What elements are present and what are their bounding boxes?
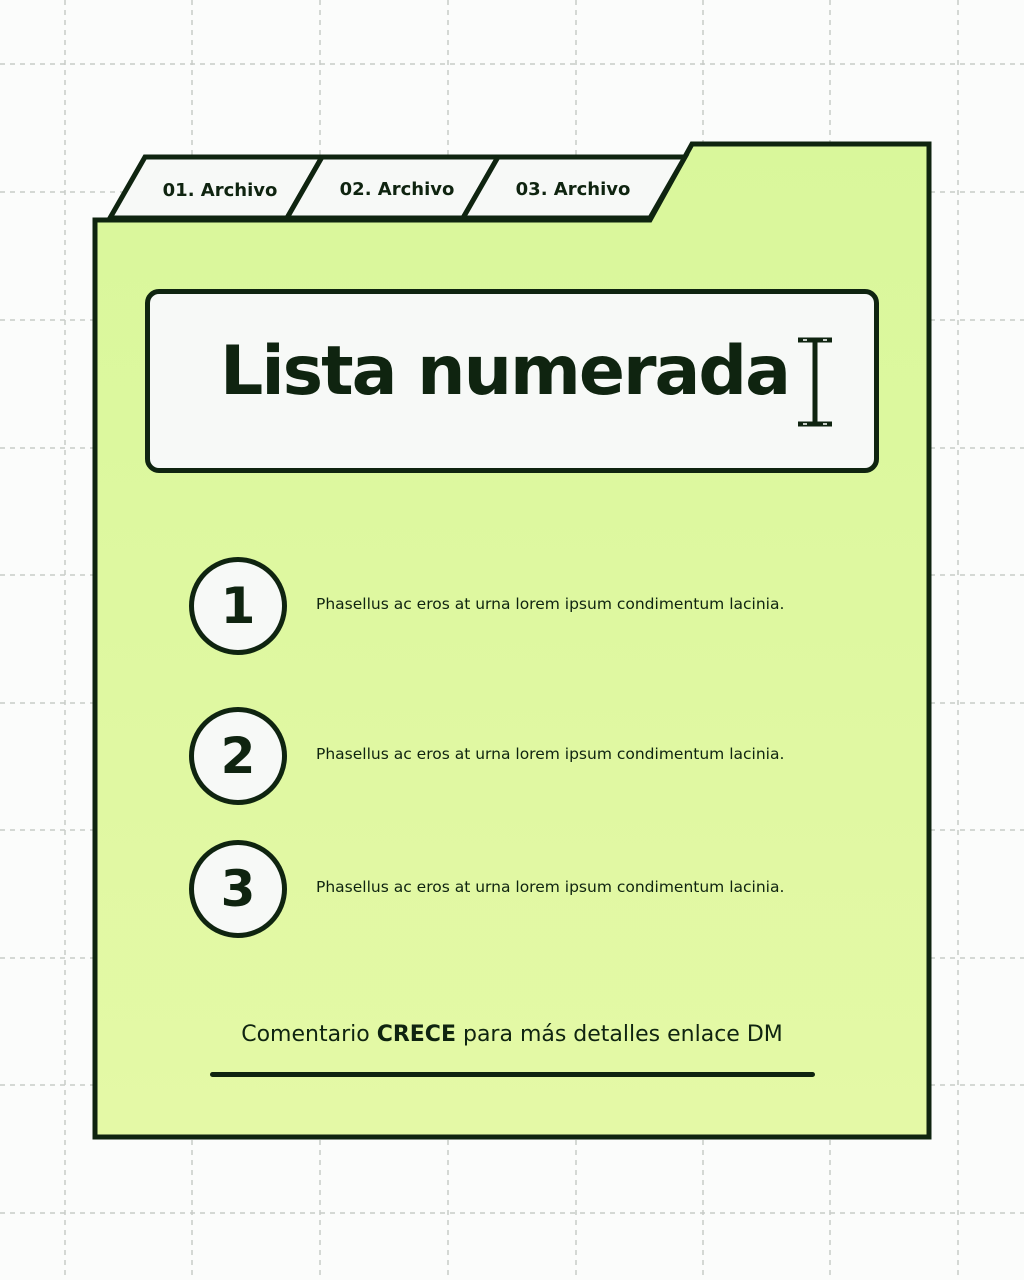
list-item-text-2: Phasellus ac eros at urna lorem ipsum condimentum lacinia. [316,745,785,763]
list-item-1 [189,557,889,655]
page-title: Lista numerada [220,332,789,411]
number-badge-1: 1 [189,557,287,655]
footer-highlight: CRECE [376,1022,456,1047]
tab-archivo-1[interactable]: 01. Archivo [162,180,278,201]
list-item-text-3: Phasellus ac eros at urna lorem ipsum condimentum lacinia. [316,878,785,896]
footer-text-after: para más detalles enlace DM [455,1022,783,1047]
tab-archivo-3[interactable]: 03. Archivo [515,179,631,200]
footer-text-before: Comentario [241,1022,377,1047]
text-cursor-icon [795,336,835,428]
list-item-text-1: Phasellus ac eros at urna lorem ipsum condimentum lacinia. [316,595,785,613]
footer-caption [241,1022,783,1047]
list-item-2 [189,707,889,805]
number-badge-2: 2 [189,707,287,805]
list-item-3 [189,840,889,938]
number-badge-3: 3 [189,840,287,938]
tab-archivo-2[interactable]: 02. Archivo [339,179,455,200]
footer-underline [210,1072,815,1077]
title-box[interactable] [145,289,879,473]
